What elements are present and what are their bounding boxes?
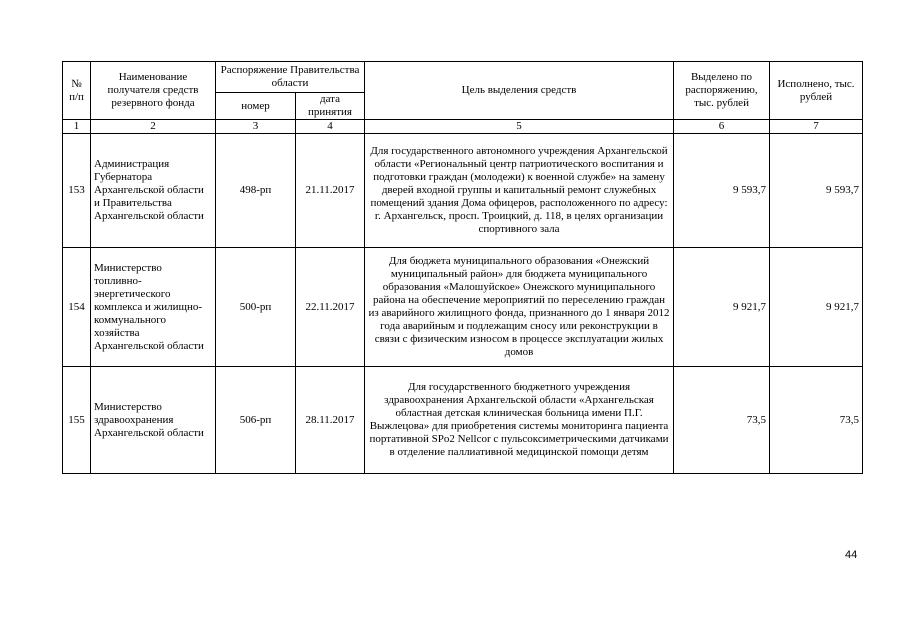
header-order-date: дата принятия: [296, 93, 365, 120]
table-row: [63, 367, 863, 474]
allocated-amount: 9 593,7: [674, 134, 770, 248]
order-number: 506-рп: [216, 367, 296, 474]
row-number: 153: [63, 134, 91, 248]
column-number: 5: [365, 120, 674, 134]
recipient-name: Министерство топливно-энергетического комплекса и жилищно-коммунального хозяйства Архангельской области: [91, 248, 216, 367]
column-number: 1: [63, 120, 91, 134]
order-date: 28.11.2017: [296, 367, 365, 474]
column-number: 3: [216, 120, 296, 134]
purpose-text: Для государственного автономного учреждения Архангельской области «Региональный центр патриотического воспитания и подготовки граждан (молодежи) к военной службе» на замену дверей входной группы и капитальный ремонт служебных помещений здания Дома офицеров, расположенного по адресу: г. Архангельск, просп. Троицкий, д. 118, в целях организации спортивного зала: [365, 134, 674, 248]
header-purpose: Цель выделения средств: [365, 62, 674, 120]
order-date: 22.11.2017: [296, 248, 365, 367]
allocated-amount: 9 921,7: [674, 248, 770, 367]
executed-amount: 73,5: [770, 367, 863, 474]
allocated-amount: 73,5: [674, 367, 770, 474]
header-order-group: Распоряжение Правительства области: [216, 62, 365, 93]
row-number: 155: [63, 367, 91, 474]
column-number: 6: [674, 120, 770, 134]
page-number: 44: [845, 549, 858, 561]
reserve-fund-table: [62, 61, 863, 474]
column-number: 2: [91, 120, 216, 134]
table-row: [63, 134, 863, 248]
executed-amount: 9 921,7: [770, 248, 863, 367]
header-recipient: Наименование получателя средств резервного фонда: [91, 62, 216, 120]
header-order-number: номер: [216, 93, 296, 120]
purpose-text: Для бюджета муниципального образования «Онежский муниципальный район» для бюджета муниципального образования «Малошуйское» Онежского муниципального района на обеспечение мероприятий по переселению граждан из аварийного жилищного фонда, признанного до 1 января 2012 года аварийным и подлежащим сносу или реконструкции в связи с физическим износом в процессе эксплуатации жилых домов: [365, 248, 674, 367]
purpose-text: Для государственного бюджетного учреждения здравоохранения Архангельской области «Архангельская областная детская клиническая больница имени П.Г. Выжлецова» для приобретения системы мониторинга пациента портативной SPo2 Nellcor с пульсоксиметрическими датчиками в отделение паллиативной медицинской помощи детям: [365, 367, 674, 474]
header-no: № п/п: [63, 62, 91, 120]
header-allocated: Выделено по распоряжению, тыс. рублей: [674, 62, 770, 120]
executed-amount: 9 593,7: [770, 134, 863, 248]
order-number: 500-рп: [216, 248, 296, 367]
row-number: 154: [63, 248, 91, 367]
column-number: 4: [296, 120, 365, 134]
column-number: 7: [770, 120, 863, 134]
recipient-name: Администрация Губернатора Архангельской области и Правительства Архангельской области: [91, 134, 216, 248]
column-number-row: [63, 120, 863, 134]
recipient-name: Министерство здравоохранения Архангельской области: [91, 367, 216, 474]
table-row: [63, 248, 863, 367]
header-executed: Исполнено, тыс. рублей: [770, 62, 863, 120]
order-number: 498-рп: [216, 134, 296, 248]
order-date: 21.11.2017: [296, 134, 365, 248]
